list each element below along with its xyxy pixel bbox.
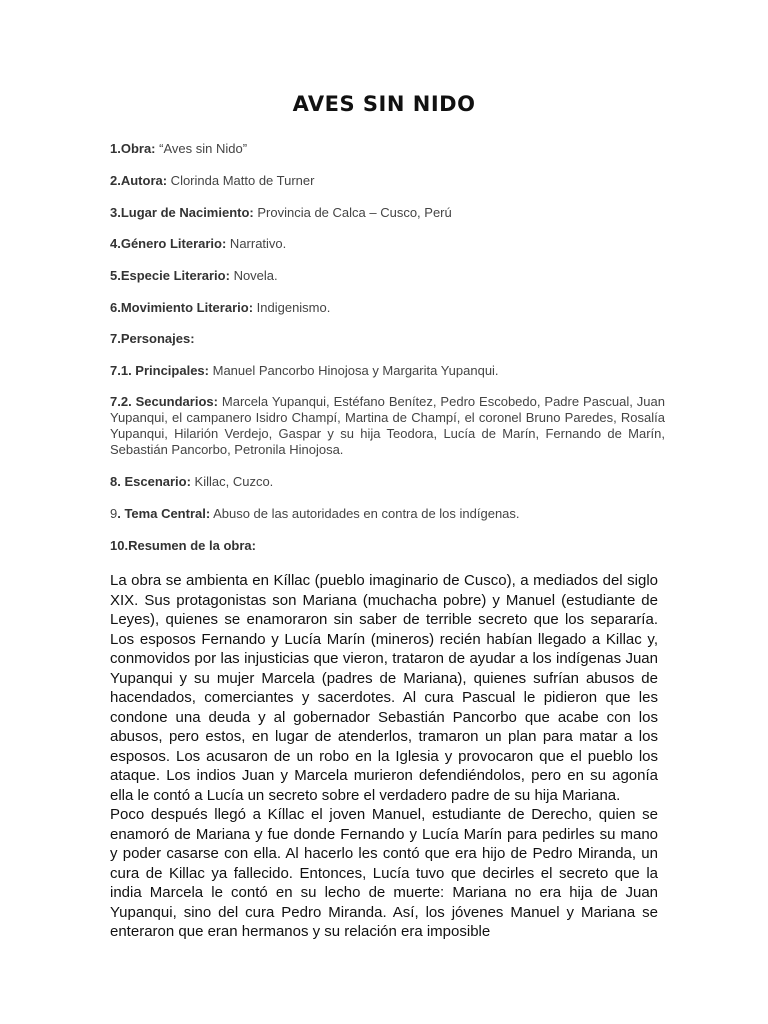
field-label: 4.Género Literario: (110, 236, 227, 251)
field-label: 7.1. Principales: (110, 363, 209, 378)
field-label: 7.Personajes: (110, 331, 195, 346)
field-autora (110, 173, 314, 189)
field-value: Narrativo. (226, 236, 287, 251)
field-lugar-nacimiento (110, 205, 452, 221)
field-value: Marcela Yupanqui, Estéfano Benítez, Pedro Escobedo, Padre Pascual, Juan Yupanqui, el campanero Isidro Champí, Martina de Champí, el coronel Bruno Paredes, Rosalía Yupanqui, Hilarión Verdejo, Gaspar y su hija Teodora, Lucía de Marín, Fernando de Marín, Sebastián Pancorbo, Petronila Hinojosa. (110, 394, 665, 457)
field-value: Provincia de Calca – Cusco, Perú (253, 205, 452, 220)
field-label: 2.Autora: (110, 173, 168, 188)
field-label: 6.Movimiento Literario: (110, 300, 254, 315)
field-principales (110, 363, 499, 379)
field-label: 8. Escenario: (110, 474, 191, 489)
field-personajes (110, 331, 195, 347)
field-resumen (110, 538, 256, 554)
summary-paragraph-2: Poco después llegó a Kíllac el joven Manuel, estudiante de Derecho, quien se enamoró de Mariana y fue donde Fernando y Lucía Marín para pedirles su mano y poder casarse con ella. Al hacerlo les contó que era hijo de Pedro Miranda, un cura de Killac ya fallecido. Entonces, Lucía tuvo que decirles el secreto que la india Marcela le contó en su lecho de muerte: Mariana no era hija de Juan Yupanqui, sino del cura Pedro Miranda. Así, los jóvenes Manuel y Mariana se enteraron que eran hermanos y su relación era imposible (110, 806, 658, 940)
summary-paragraph-1: La obra se ambienta en Kíllac (pueblo imaginario de Cusco), a mediados del siglo XIX. Sus protagonistas son Mariana (muchacha pobre) y Manuel (estudiante de Leyes), quienes se enamoraron sin saber de terrible secreto que los separaría. Los esposos Fernando y Lucía Marín (mineros) recién habían llegado a Killac y, conmovidos por las injusticias que vieron, trataron de ayudar a los indígenas Juan Yupanqui y su mujer Marcela (padres de Mariana), quienes sufrían abusos de hacendados, comerciantes y sacerdotes. Al cura Pascual le pidieron que les condone una deuda y al gobernador Sebastián Pancorbo que acabe con los abusos, pero estos, en lugar de atenderlos, tramaron un plan para matar a los esposos. Los acusaron de un robo en la Iglesia y provocaron que el pueblo los ataque. Los indios Juan y Marcela murieron defendiéndolos, pero en su agonía ella le contó a Lucía un secreto sobre el verdadero padre de su hija Mariana. (110, 572, 658, 804)
field-value: “Aves sin Nido” (155, 141, 248, 156)
field-escenario (110, 474, 273, 490)
field-tema-central (110, 506, 520, 522)
field-prefix: 9 (110, 506, 118, 521)
field-label: 1.Obra: (110, 141, 156, 156)
field-secundarios (110, 394, 665, 458)
field-value: Abuso de las autoridades en contra de los indígenas. (210, 506, 520, 521)
field-value: Killac, Cuzco. (190, 474, 274, 489)
field-obra (110, 141, 247, 157)
field-value: Novela. (229, 268, 278, 283)
field-movimiento (110, 300, 330, 316)
field-label: . Tema Central: (117, 506, 211, 521)
field-especie (110, 268, 278, 284)
field-label: 3.Lugar de Nacimiento: (110, 205, 254, 220)
field-label: 5.Especie Literario: (110, 268, 230, 283)
document-title: AVES SIN NIDO (292, 92, 476, 116)
field-value: Indigenismo. (253, 300, 331, 315)
field-label: 7.2. Secundarios: (110, 394, 218, 409)
field-label: 10.Resumen de la obra: (110, 538, 256, 553)
field-value: Clorinda Matto de Turner (167, 173, 315, 188)
field-genero (110, 236, 286, 252)
field-value: Manuel Pancorbo Hinojosa y Margarita Yupanqui. (209, 363, 499, 378)
